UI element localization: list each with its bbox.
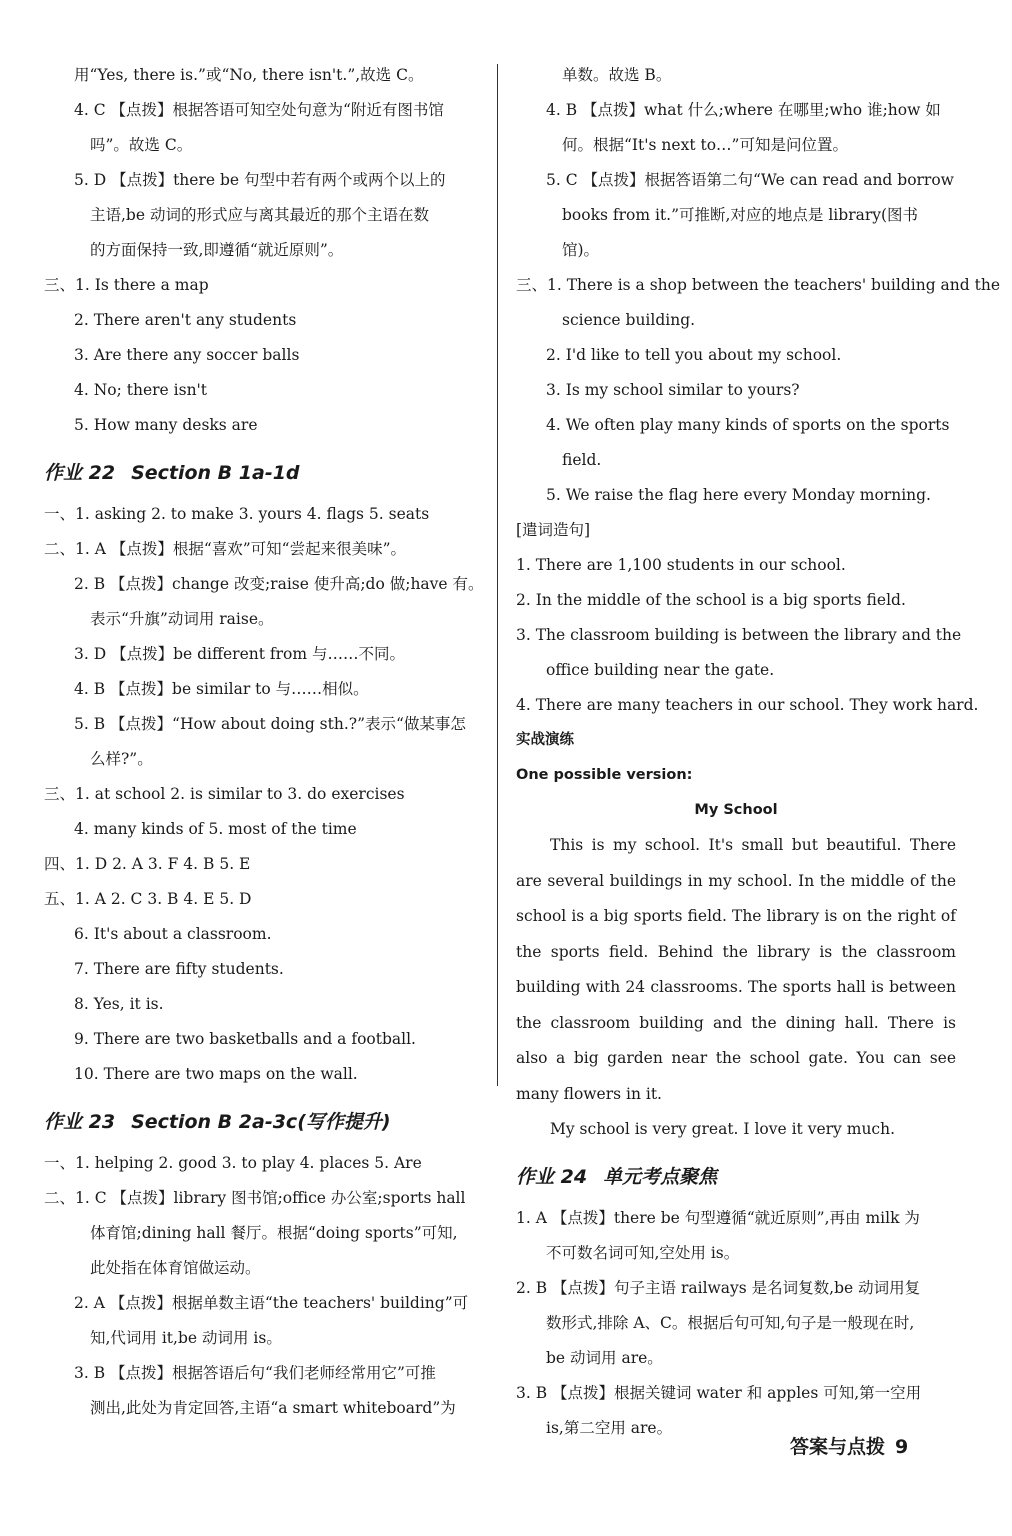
text-line: 5. How many desks are bbox=[74, 416, 258, 434]
subsection-label: [遣词造句] bbox=[516, 521, 591, 539]
text-line: 2. In the middle of the school is a big sports field. bbox=[516, 591, 906, 609]
section-heading-22 bbox=[44, 449, 488, 497]
text-line: 4. We often play many kinds of sports on the sports bbox=[546, 416, 950, 434]
text-line: 8. Yes, it is. bbox=[74, 995, 164, 1013]
text-line: 馆)。 bbox=[562, 241, 600, 259]
text-line: 2. There aren't any students bbox=[74, 311, 297, 329]
text-line: 体育馆;dining hall 餐厅。根据“doing sports”可知, bbox=[90, 1224, 458, 1242]
heading-title: 单元考点聚焦 bbox=[603, 1166, 718, 1188]
subsection-label: 实战演练 bbox=[516, 732, 574, 748]
text-line: 4. many kinds of 5. most of the time bbox=[74, 820, 357, 838]
text-line: 不可数名词可知,空处用 is。 bbox=[546, 1244, 740, 1262]
text-line: 三、1. at school 2. is similar to 3. do exercises bbox=[44, 785, 405, 803]
heading-label: 作业 22 bbox=[44, 462, 116, 484]
version-label: One possible version: bbox=[516, 767, 693, 783]
text-line: 5. We raise the flag here every Monday morning. bbox=[546, 486, 931, 504]
text-line: 4. B 【点拨】be similar to 与……相似。 bbox=[74, 680, 369, 698]
text-line: 主语,be 动词的形式应与离其最近的那个主语在数 bbox=[90, 206, 429, 224]
text-line: 的方面保持一致,即遵循“就近原则”。 bbox=[90, 241, 344, 259]
footer-label: 答案与点拨 bbox=[790, 1436, 886, 1458]
text-line: 4. No; there isn't bbox=[74, 381, 208, 399]
text-line: science building. bbox=[562, 311, 696, 329]
essay-paragraph: This is my school. It's small but beautiful. There are several buildings in my school. In the middle of the school is a big sports field. The library is on the right of the sports field. Behind the library is the classroom building with 24 classrooms. The sports hall is between the classroom building and the dining hall. There is also a big garden near the school gate. You can see many flowers in it. bbox=[516, 836, 956, 1103]
text-line: 知,代词用 it,be 动词用 is。 bbox=[90, 1329, 282, 1347]
essay-paragraph: My school is very great. I love it very much. bbox=[550, 1120, 896, 1138]
text-line: 测出,此处为肯定回答,主语“a smart whiteboard”为 bbox=[90, 1399, 456, 1417]
text-line: 2. I'd like to tell you about my school. bbox=[546, 346, 842, 364]
text-line: 二、1. C 【点拨】library 图书馆;office 办公室;sports hall bbox=[44, 1189, 466, 1207]
text-line: 3. B 【点拨】根据关键词 water 和 apples 可知,第一空用 bbox=[516, 1384, 922, 1402]
text-line: 4. There are many teachers in our school. They work hard. bbox=[516, 696, 979, 714]
right-column bbox=[516, 58, 1001, 1446]
text-line: 一、1. helping 2. good 3. to play 4. places 5. Are bbox=[44, 1154, 422, 1172]
text-line: field. bbox=[562, 451, 602, 469]
text-line: 三、1. There is a shop between the teachers' building and the bbox=[516, 276, 1001, 294]
text-line: 5. C 【点拨】根据答语第二句“We can read and borrow bbox=[546, 171, 954, 189]
text-line: books from it.”可推断,对应的地点是 library(图书 bbox=[562, 206, 919, 224]
text-line: 单数。故选 B。 bbox=[562, 66, 672, 84]
text-line: 2. B 【点拨】change 改变;raise 使升高;do 做;have 有。 bbox=[74, 575, 484, 593]
text-line: 五、1. A 2. C 3. B 4. E 5. D bbox=[44, 890, 252, 908]
page-number: 9 bbox=[895, 1436, 909, 1458]
essay-title: My School bbox=[694, 802, 778, 818]
text-line: 1. A 【点拨】there be 句型遵循“就近原则”,再由 milk 为 bbox=[516, 1209, 920, 1227]
section-heading-24 bbox=[516, 1153, 956, 1201]
page-footer bbox=[790, 1432, 908, 1462]
text-line: 5. D 【点拨】there be 句型中若有两个或两个以上的 bbox=[74, 171, 446, 189]
heading-title: Section B 1a-1d bbox=[131, 462, 300, 484]
text-line: 么样?”。 bbox=[90, 750, 153, 768]
text-line: 一、1. asking 2. to make 3. yours 4. flags 5. seats bbox=[44, 505, 430, 523]
text-line: 二、1. A 【点拨】根据“喜欢”可知“尝起来很美味”。 bbox=[44, 540, 407, 558]
text-line: be 动词用 are。 bbox=[546, 1349, 663, 1367]
text-line: 7. There are fifty students. bbox=[74, 960, 284, 978]
text-line: 2. A 【点拨】根据单数主语“the teachers' building”可 bbox=[74, 1294, 469, 1312]
text-line: 此处指在体育馆做运动。 bbox=[90, 1259, 261, 1277]
text-line: 3. Are there any soccer balls bbox=[74, 346, 300, 364]
text-line: 4. B 【点拨】what 什么;where 在哪里;who 谁;how 如 bbox=[546, 101, 941, 119]
text-line: 10. There are two maps on the wall. bbox=[74, 1065, 358, 1083]
text-line: 3. B 【点拨】根据答语后句“我们老师经常用它”可推 bbox=[74, 1364, 436, 1382]
text-line: 四、1. D 2. A 3. F 4. B 5. E bbox=[44, 855, 251, 873]
text-line: 用“Yes, there is.”或“No, there isn't.”,故选 C。 bbox=[74, 66, 424, 84]
text-line: 5. B 【点拨】“How about doing sth.?”表示“做某事怎 bbox=[74, 715, 466, 733]
text-line: 4. C 【点拨】根据答语可知空处句意为“附近有图书馆 bbox=[74, 101, 444, 119]
text-line: 1. There are 1,100 students in our school. bbox=[516, 556, 846, 574]
text-line: 吗”。故选 C。 bbox=[90, 136, 193, 154]
text-line: 6. It's about a classroom. bbox=[74, 925, 272, 943]
text-line: 3. The classroom building is between the library and the bbox=[516, 626, 962, 644]
text-line: office building near the gate. bbox=[546, 661, 775, 679]
left-column bbox=[44, 58, 488, 1426]
heading-title: Section B 2a-3c(写作提升) bbox=[131, 1111, 391, 1133]
text-line: is,第二空用 are。 bbox=[546, 1419, 673, 1437]
heading-label: 作业 23 bbox=[44, 1111, 116, 1133]
column-divider bbox=[497, 64, 498, 1086]
text-line: 三、1. Is there a map bbox=[44, 276, 209, 294]
text-line: 3. Is my school similar to yours? bbox=[546, 381, 800, 399]
text-line: 何。根据“It's next to…”可知是问位置。 bbox=[562, 136, 848, 154]
text-line: 9. There are two basketballs and a football. bbox=[74, 1030, 416, 1048]
text-line: 2. B 【点拨】句子主语 railways 是名词复数,be 动词用复 bbox=[516, 1279, 921, 1297]
text-line: 3. D 【点拨】be different from 与……不同。 bbox=[74, 645, 405, 663]
heading-label: 作业 24 bbox=[516, 1166, 588, 1188]
text-line: 表示“升旗”动词用 raise。 bbox=[90, 610, 274, 628]
text-line: 数形式,排除 A、C。根据后句可知,句子是一般现在时, bbox=[546, 1314, 915, 1332]
section-heading-23 bbox=[44, 1098, 488, 1146]
